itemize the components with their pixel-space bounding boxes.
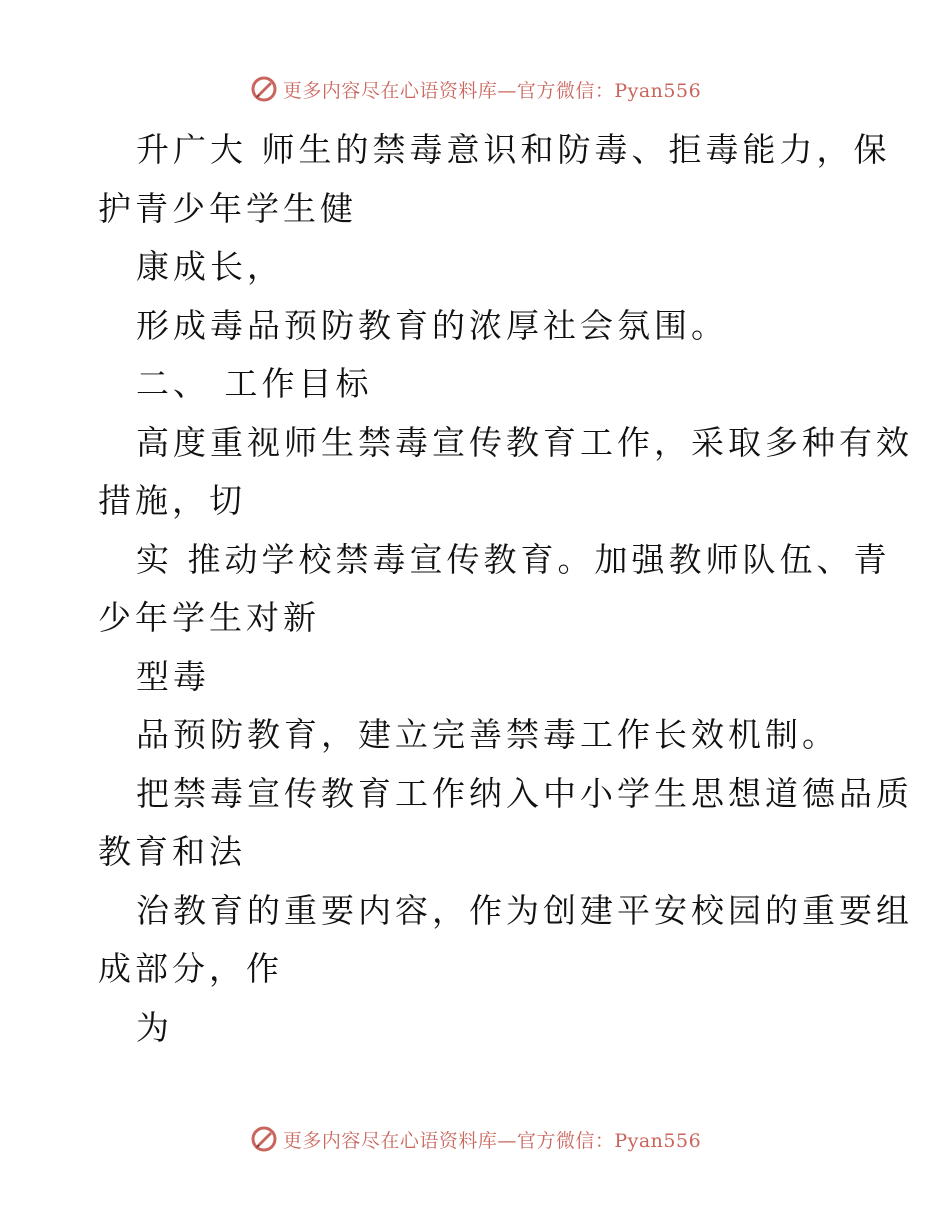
paragraph-line: 成部分，作 bbox=[98, 949, 283, 988]
paragraph-line: 为 bbox=[136, 1007, 173, 1047]
paragraph-line: 护青少年学生健 bbox=[98, 188, 357, 228]
footer-watermark-text: 更多内容尽在心语资料库—官方微信：Pyan556 bbox=[282, 1129, 702, 1152]
pen-swirl-logo-icon bbox=[249, 1124, 279, 1154]
paragraph-line: 实 推动学校禁毒宣传教育。加强教师队伍、青 bbox=[136, 539, 891, 579]
paragraph-line: 二、 工作目标 bbox=[136, 364, 373, 403]
paragraph-line: 少年学生对新 bbox=[98, 598, 320, 637]
paragraph-line: 教育和法 bbox=[98, 832, 246, 871]
paragraph-line: 品预防教育，建立完善禁毒工作长效机制。 bbox=[136, 715, 839, 754]
paragraph-line: 高度重视师生禁毒宣传教育工作，采取多种有效 bbox=[136, 422, 913, 462]
paragraph-line: 康成长， bbox=[136, 247, 284, 286]
paragraph-line: 型毒 bbox=[136, 656, 210, 696]
header-watermark-text: 更多内容尽在心语资料库—官方微信：Pyan556 bbox=[282, 79, 702, 102]
header-watermark bbox=[0, 72, 950, 106]
paragraph-line: 措施，切 bbox=[98, 481, 246, 520]
paragraph-line: 治教育的重要内容，作为创建平安校园的重要组 bbox=[136, 890, 913, 930]
paragraph-line: 把禁毒宣传教育工作纳入中小学生思想道德品质 bbox=[136, 773, 913, 813]
footer-watermark bbox=[0, 1122, 950, 1156]
paragraph-line: 升广大 师生的禁毒意识和防毒、拒毒能力，保 bbox=[136, 130, 891, 169]
pen-swirl-logo-icon bbox=[249, 74, 279, 104]
paragraph-line: 形成毒品预防教育的浓厚社会氛围。 bbox=[136, 305, 728, 345]
